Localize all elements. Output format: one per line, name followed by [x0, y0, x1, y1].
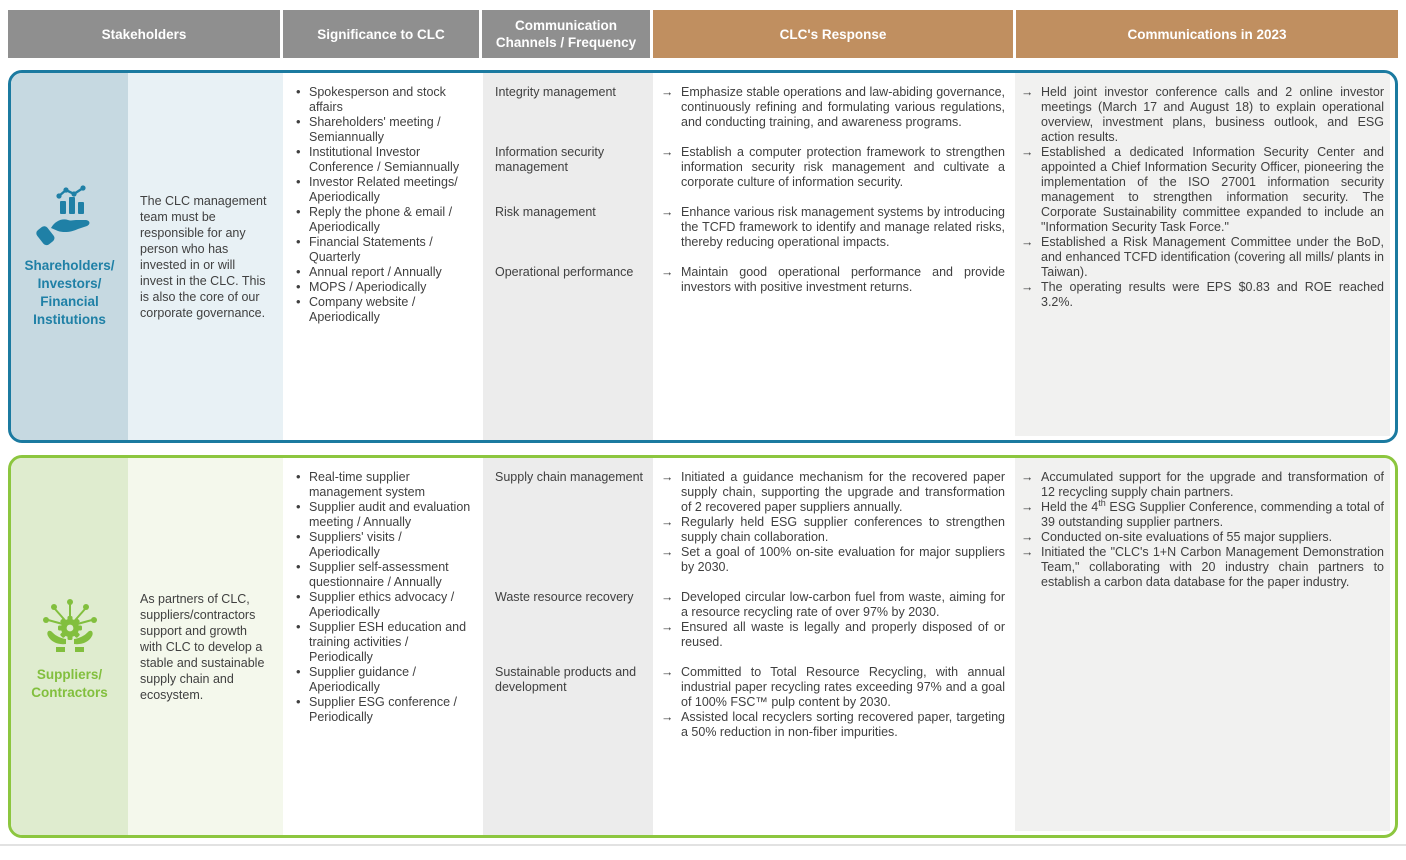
- ordinal-superscript: th: [1098, 497, 1106, 508]
- response-item: → Regularly held ESG supplier conferences to strengthen supply chain collaboration.: [661, 515, 1005, 544]
- communication-item: [1019, 497, 1384, 530]
- channel-item: • Institutional Investor Conference / Semiannually: [293, 145, 475, 175]
- arrow-icon: →: [661, 470, 674, 484]
- communication-item: → Conducted on-site evaluations of 55 major suppliers.: [1021, 530, 1333, 544]
- channel-item: • Shareholders' meeting / Semiannually: [293, 115, 475, 145]
- response-group: [653, 85, 1015, 130]
- channel-item: • Supplier self-assessment questionnaire / Annually: [293, 560, 475, 590]
- topic-response-grid: [483, 73, 1015, 440]
- channel-item: • Annual report / Annually: [293, 265, 475, 280]
- response-group: [653, 145, 1015, 190]
- channel-item: • Reply the phone & email / Aperiodically: [293, 205, 475, 235]
- communication-item: → Established a Risk Management Committee under the BoD, and enhanced TCFD identification (covering all mills/ plants in Taiwan).: [1021, 235, 1384, 279]
- topic-label: Integrity management: [495, 85, 616, 99]
- topic-label: Sustainable products and development: [495, 665, 637, 694]
- hands-holding-gear-network-icon: [38, 592, 102, 656]
- communication-item: → Held joint investor conference calls and 2 online investor meetings (March 17 and August 18) to explain operational overview, investment plans, business outlook, and ESG action results.: [1021, 85, 1384, 144]
- response-group: [653, 205, 1015, 250]
- significance-description: [128, 458, 283, 835]
- section-card-suppliers: [8, 455, 1398, 838]
- channel-item: • Financial Statements / Quarterly: [293, 235, 475, 265]
- communication-item: → Initiated the "CLC's 1+N Carbon Management Demonstration Team," collaborating with 20 industry chain partners to establish a carbon data database for the paper industry.: [1021, 545, 1384, 589]
- response-item: → Ensured all waste is legally and properly disposed of or reused.: [661, 620, 1005, 649]
- header-significance: Significance to CLC: [283, 10, 479, 58]
- communication-channel-list: [283, 73, 483, 440]
- hand-holding-chart-icon: [36, 185, 104, 247]
- response-group: [653, 665, 1015, 740]
- channel-item: • Real-time supplier management system: [293, 470, 475, 500]
- comms-text-pre: Held the 4: [1041, 500, 1099, 514]
- stakeholder-cell: [11, 458, 128, 835]
- channel-item: • Supplier ESH education and training activities / Periodically: [293, 620, 475, 665]
- header-communication-channels: Communication Channels / Frequency: [482, 10, 650, 58]
- topic-label: Waste resource recovery: [495, 590, 634, 604]
- topic-label: Information security management: [495, 145, 605, 174]
- arrow-icon: →: [661, 265, 674, 279]
- channel-item: • Supplier ethics advocacy / Aperiodically: [293, 590, 475, 620]
- significance-text: The CLC management team must be responsible for any person who has invested in or will invest in the CLC. This is also the core of our corporate governance.: [140, 193, 267, 320]
- arrow-icon: →: [661, 545, 674, 559]
- communications-2023-cell: [1015, 73, 1390, 436]
- channel-item: • MOPS / Aperiodically: [293, 280, 475, 295]
- arrow-icon: →: [661, 590, 674, 604]
- response-item: → Committed to Total Resource Recycling, with annual industrial paper recycling rates exceeding 97% and a goal of 100% FSC™ pulp content by 2030.: [661, 665, 1005, 709]
- stakeholder-label: Suppliers/ Contractors: [31, 666, 108, 700]
- arrow-icon: →: [661, 710, 674, 724]
- communication-channel-list: [283, 458, 483, 835]
- response-group: [653, 265, 1015, 295]
- communication-item: → Accumulated support for the upgrade and transformation of 12 recycling supply chain partners.: [1021, 470, 1384, 499]
- channel-item: • Supplier ESG conference / Periodically: [293, 695, 475, 725]
- channel-item: • Spokesperson and stock affairs: [293, 85, 475, 115]
- response-group: [653, 590, 1015, 650]
- arrow-icon: →: [661, 85, 674, 99]
- significance-text: As partners of CLC, suppliers/contractors support and growth with CLC to develop a stable and sustainable supply chain and ecosystem.: [140, 591, 265, 702]
- topic-label: Risk management: [495, 205, 596, 219]
- stakeholder-cell: [11, 73, 128, 440]
- page-bottom-divider: [0, 844, 1406, 846]
- arrow-icon: →: [1021, 145, 1034, 159]
- topic-label: Operational performance: [495, 265, 634, 279]
- arrow-icon: →: [661, 145, 674, 159]
- channel-item: • Company website / Aperiodically: [293, 295, 475, 325]
- arrow-icon: →: [1021, 280, 1034, 294]
- channel-item: • Investor Related meetings/ Aperiodically: [293, 175, 475, 205]
- response-item: → Developed circular low-carbon fuel from waste, aiming for a resource recycling rate of over 97% by 2030.: [661, 590, 1005, 619]
- response-item: → Assisted local recyclers sorting recovered paper, targeting a 50% reduction in non-fiber impurities.: [661, 710, 1005, 739]
- communication-item: → Established a dedicated Information Security Center and appointed a Chief Information Security Officer, pioneering the implementation of the ISO 27001 information security management to strengthen information security. The Corporate Sustainability committee expanded to include an "Information Security Task Force.": [1021, 145, 1384, 234]
- communications-2023-cell: [1015, 458, 1390, 831]
- table-header: [8, 10, 1398, 58]
- header-clc-response: CLC's Response: [653, 10, 1013, 58]
- channel-item: • Supplier audit and evaluation meeting / Annually: [293, 500, 475, 530]
- stakeholder-label: Shareholders/ Investors/ Financial Institutions: [24, 257, 115, 327]
- arrow-icon: →: [1021, 545, 1034, 559]
- response-item: → Maintain good operational performance and provide investors with positive investment returns.: [661, 265, 1005, 294]
- arrow-icon: →: [1021, 85, 1034, 99]
- stakeholder-engagement-table-page: [0, 10, 1406, 860]
- response-item: → Establish a computer protection framework to strengthen information security risk management and cultivate a corporate culture of information security.: [661, 145, 1005, 189]
- response-item: → Initiated a guidance mechanism for the recovered paper supply chain, supporting the upgrade and transformation of 2 recovered paper suppliers annually.: [661, 470, 1005, 514]
- arrow-icon: →: [1021, 500, 1034, 514]
- section-card-shareholders: [8, 70, 1398, 443]
- header-stakeholders: Stakeholders: [8, 10, 280, 58]
- arrow-icon: →: [661, 205, 674, 219]
- response-item: → Enhance various risk management systems by introducing the TCFD framework to identify and manage related risks, thereby reducing operational impacts.: [661, 205, 1005, 249]
- channel-item: • Suppliers' visits / Aperiodically: [293, 530, 475, 560]
- channel-item: • Supplier guidance / Aperiodically: [293, 665, 475, 695]
- response-item: → Set a goal of 100% on-site evaluation for major suppliers by 2030.: [661, 545, 1005, 574]
- topic-label: Supply chain management: [495, 470, 644, 484]
- response-group: [653, 470, 1015, 575]
- response-item: → Emphasize stable operations and law-abiding governance, continuously refining and formulating various regulations, and conducting training, and awareness programs.: [661, 85, 1005, 129]
- topic-response-grid: [483, 458, 1015, 835]
- header-communications-2023: Communications in 2023: [1016, 10, 1398, 58]
- arrow-icon: →: [661, 620, 674, 634]
- arrow-icon: →: [1021, 470, 1034, 484]
- significance-description: [128, 73, 283, 440]
- arrow-icon: →: [1021, 235, 1034, 249]
- comms-text-post: ESG Supplier Conference, commending a total of 39 outstanding supplier partners.: [1041, 500, 1384, 529]
- arrow-icon: →: [661, 665, 674, 679]
- arrow-icon: →: [1021, 530, 1034, 544]
- communication-item: → The operating results were EPS $0.83 and ROE reached 3.2%.: [1021, 280, 1384, 309]
- arrow-icon: →: [661, 515, 674, 529]
